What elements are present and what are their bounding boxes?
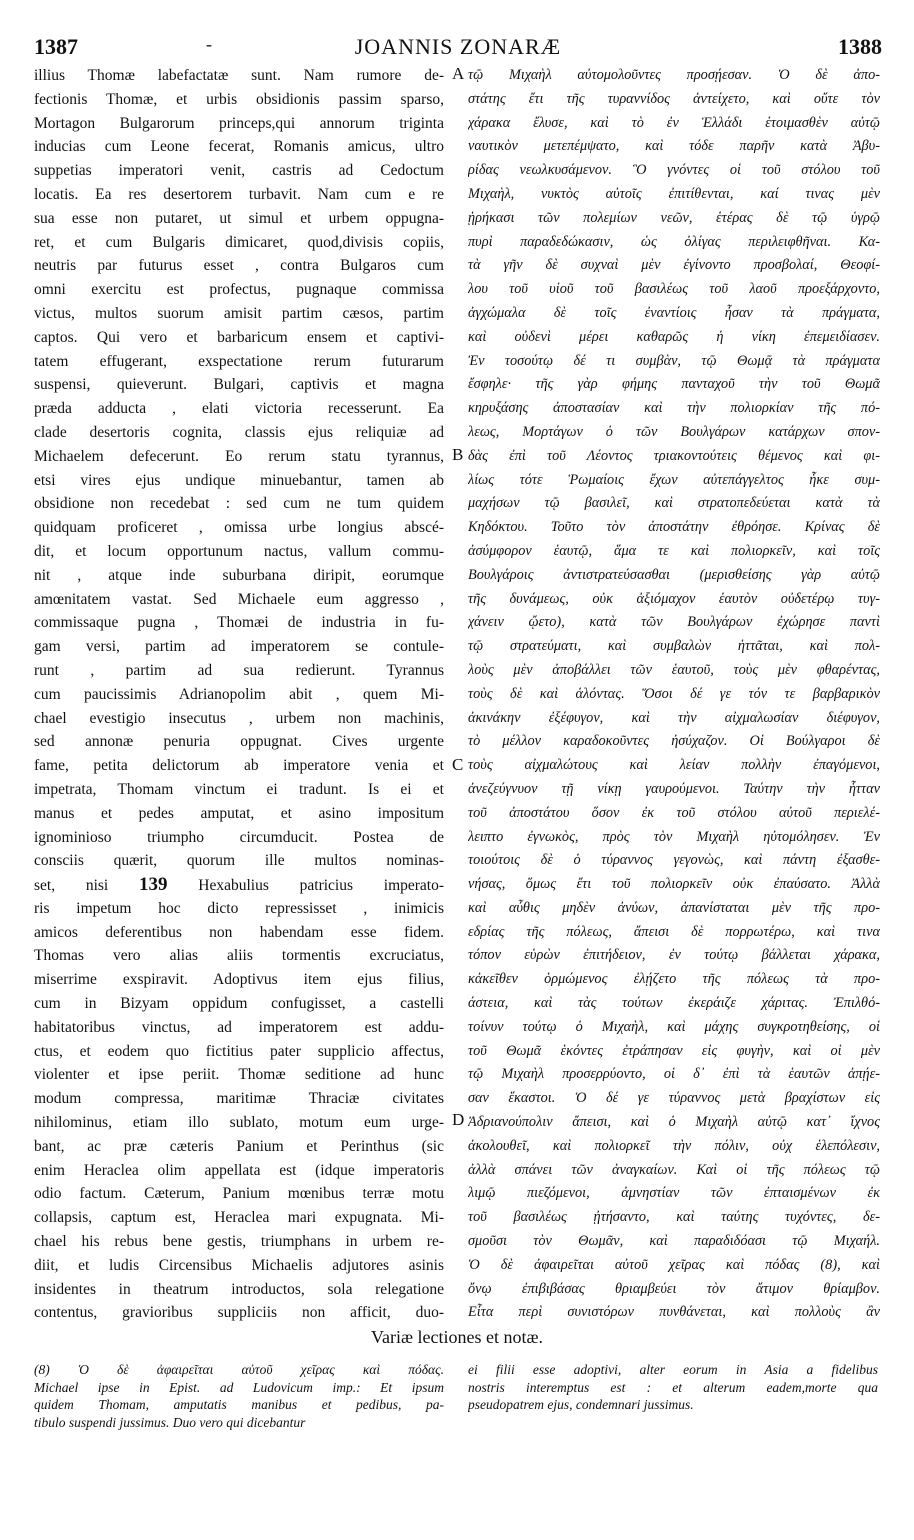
text-line: ret, et cum Bulgaris dimicaret, quod,divisis copiis,	[34, 233, 444, 251]
text-line: amicos deferentibus non habendam esse fidem.	[34, 923, 444, 941]
column-number: 139	[139, 874, 168, 896]
text-line: καὶ αὖθις μηδὲν ἀνύων, ἀπανίσταται μὲν τῆς προ-	[468, 899, 880, 916]
text-line: Michaelem defecerunt. Eo rerum statu tyrannus,	[34, 447, 444, 465]
text-line: τοὺς αἰχμαλώτους καὶ λείαν πολλὴν ἐπαγόμενοι,	[468, 757, 880, 774]
text-line: λοὺς μὲν ἀποβάλλει τῶν ἑαυτοῦ, τοὺς μὲν φθαρέντας,	[468, 661, 880, 678]
text-line: Ὁ δὲ ἀφαιρεῖται αὐτοῦ χεῖρας καὶ πόδας (8), καὶ	[468, 1256, 880, 1273]
text-line: clade desertoris cognita, classis ejus reliquiæ ad	[34, 423, 444, 441]
text-line: δὰς ἐπὶ τοῦ Λέοντος τριακοντούτεις θέμενος καὶ φι-	[468, 447, 880, 464]
text-line: Ἐν τοσούτῳ δέ τι συμβὰν, τῷ Θωμᾷ τὰ πράγματα	[468, 352, 880, 369]
text-line: etsi vires ejus undique minuebantur, tamen ab	[34, 471, 444, 489]
text-line: χάρακα ἔλυσε, καὶ τὸ ἐν Ἑλλάδι ἑτοιμασθὲν αὐτῷ	[468, 114, 880, 131]
text-line: στάτης ἔτι τῆς τυραννίδος ἀντείχετο, καὶ οὔτε τὸν	[468, 90, 880, 107]
text-line: miserrime exspiravit. Adoptivus item ejus filius,	[34, 971, 444, 989]
page-number-left: 1387	[34, 34, 78, 59]
text-line: τὸ μέλλον καραδοκοῦντες ἡσύχαζον. Οἱ Βούλγαροι δὲ	[468, 733, 880, 750]
text-line: victus, multos suorum amisit partim cæsos, partim	[34, 304, 444, 322]
text-line: suppetias imperatori venit, castris ad Cedoctum	[34, 162, 444, 180]
text-line: καὶ οὐδενὶ μέρει καθαρῶς ἡ νίκη ἐπεμειδίασεν.	[468, 328, 880, 345]
text-line: nihilominus, etiam illo sublato, motum eum urge-	[34, 1114, 444, 1132]
text-line: πυρὶ παραδεδώκασιν, ὡς ὀλίγας περιλειφθῆναι. Κα-	[468, 233, 880, 250]
text-line: nit , atque inde suburbana diripit, eorumque	[34, 566, 444, 584]
text-line: εδρίας τῆς πόλεως, ἄπεισι δὲ πορρωτέρω, καὶ τινα	[468, 923, 880, 940]
text-line: Michael ipse in Epist. ad Ludovicum imp.: Et ipsum	[34, 1379, 444, 1395]
text-line: τῷ Μιχαὴλ αὐτομολοῦντες προσῄεσαν. Ὁ δὲ ἀπο-	[468, 67, 880, 83]
text-line: τοῦ βασιλέως ᾐτήσαντο, καὶ ταύτης τυχόντες, δε-	[468, 1209, 880, 1226]
text-line: ἀκινάκην ἐξέφυγον, καὶ τὴν αἰχμαλωσίαν διέφυγον,	[468, 709, 880, 726]
text-line: Βουλγάροις ἀντιστρατεύσασθαι (μερισθείσης γὰρ αὐτῷ	[468, 566, 880, 583]
text-line: νήσας, ὅμως ἔτι τοῦ πολιορκεῖν οὐκ ἐπαύσατο. Ἀλλὰ	[468, 876, 880, 893]
text-line: diit, et ludis Circensibus Michaelis adjutores asinis	[34, 1256, 444, 1274]
text-line: Μιχαὴλ, νυκτὸς αὐτοῖς ἐπιτίθενται, καί τινας μὲν	[468, 185, 880, 202]
text-line: ἀνεζεύγνυον τῇ νίκῃ γαυρούμενοι. Ταύτην τὴν ἧτταν	[468, 780, 880, 797]
text-line: tibulo suspendi jussimus. Duo vero qui dicebantur	[34, 1414, 306, 1430]
text-line: ἀκολουθεῖ, καὶ πολιορκεῖ τὴν πόλιν, οὐχ ἑλεπόλεσιν,	[468, 1137, 880, 1154]
text-line: τῷ στρατεύματι, καὶ συμβαλὼν ἡττᾶται, καὶ πολ-	[468, 638, 880, 655]
text-line: τῷ Μιχαὴλ προσερρύοντο, οἱ δ᾽ ἐπὶ τὰ ἑαυτῶν ἀπῄε-	[468, 1066, 880, 1083]
text-line: ei filii esse adoptivi, alter eorum in Asia a fidelibus	[468, 1362, 878, 1377]
text-line: ἀλλὰ σπάνει τῶν ἀναγκαίων. Καὶ οἱ τῆς πόλεως τῷ	[468, 1161, 880, 1178]
greek-column	[468, 64, 880, 1325]
text-line: præda adducta , elati victoria recesserunt. Ea	[34, 400, 444, 418]
header-dash: -	[206, 34, 212, 54]
text-line: λου τοῦ υἱοῦ τοῦ βασιλέως τοῦ λαοῦ προεξάρχοντο,	[468, 281, 880, 298]
text-line: insidentes in theatrum introductos, sola relegatione	[34, 1280, 444, 1298]
text-line: ris impetum hoc dicto repressisset , inimicis	[34, 899, 444, 917]
text-line: Ἀδριανούπολιν ἄπεισι, καὶ ὁ Μιχαὴλ αὐτῷ κατ᾽ ἴχνος	[468, 1114, 880, 1131]
text-line: cum in Bizyam oppidum confugisset, a castelli	[34, 995, 444, 1013]
text-line: ἀγχώμαλα δὲ τοῖς ἐναντίοις ἦσαν τὰ πράγματα,	[468, 304, 880, 321]
text-line: sed annonæ penuria oppugnat. Cives urgente	[34, 733, 444, 751]
text-line: σμοῦσι τὸν Θωμᾶν, καὶ παραδιδόασι τῷ Μιχαήλ.	[468, 1233, 880, 1250]
text-line: Thomas vero alias aliis tormentis excruciatus,	[34, 947, 444, 965]
notes-left-column	[34, 1361, 444, 1431]
text-line: σαν ἕκαστοι. Ὁ δέ γε τύραννος μετὰ βραχίστων εἰς	[468, 1090, 880, 1107]
latin-column	[34, 64, 444, 1325]
notes-heading: Variæ lectiones et notæ.	[371, 1327, 543, 1347]
text-line: quidquam proficeret , omissa urbe longius abscé-	[34, 519, 444, 537]
text-line: λειπτο ἐγνωκὸς, πρὸς τὸν Μιχαὴλ ηὐτομόλησεν. Ἐν	[468, 828, 880, 845]
running-header	[34, 34, 882, 58]
text-line: pseudopatrem ejus, condemnari jussimus.	[468, 1397, 694, 1412]
text-line: τοὺς δὲ καὶ ἁλόντας. Ὅσοι δέ γε τόν τε βαρβαρικὸν	[468, 685, 880, 702]
text-line: ἔσφηλε· τῆς γὰρ φήμης πανταχοῦ τὴν τοῦ Θωμᾶ	[468, 376, 880, 393]
text-line: chael evestigio insecutus , urbem non machinis,	[34, 709, 444, 727]
text-line: contentus, gravioribus suppliciis non afficit, duo-	[34, 1304, 444, 1322]
text-line: consciis quærit, quorum ille multos nominas-	[34, 852, 444, 870]
text-fragment: set, nisi	[34, 877, 109, 895]
text-line: enim Heraclea olim appellata est (idque imperatoris	[34, 1161, 444, 1179]
text-line: τοῦ ἀποστάτου ὅσον ἐκ τοῦ στόλου αὐτοῦ περιελέ-	[468, 804, 880, 821]
running-title: JOANNIS ZONARÆ	[354, 34, 562, 59]
text-line: κἀκεῖθεν ὁρμώμενος ἐλῄζετο τῆς πόλεως τὰ προ-	[468, 971, 880, 988]
text-line: cum paucissimis Adrianopolim abit , quem Mi-	[34, 685, 444, 703]
text-line: χάνειν ᾤετο), κατὰ τῶν Βουλγάρων ἐχώρησε παντὶ	[468, 614, 880, 631]
text-line: λιμῷ πιεζόμενοι, ἀμνηστίαν τῶν ἐπταισμένων ἐκ	[468, 1185, 880, 1202]
text-line: τῆς δυνάμεως, οὐκ ἀξιόμαχον ἑαυτὸν οὐδετέρῳ τυγ-	[468, 590, 880, 607]
text-line: commissaque pugna , Thomæi de industria in fu-	[34, 614, 444, 632]
text-line: ρίδας νεωλκυσάμενον. Ὃ γνόντες οἱ τοῦ στόλου τοῦ	[468, 162, 880, 179]
text-line: άστεια, καὶ τὰς τούτων ἐκεράιζε χάριτας. Ἐπιλθό-	[468, 995, 880, 1012]
text-line: sua esse non putaret, ut simul et urbem oppugna-	[34, 209, 444, 227]
text-line: fame, petita delictorum ab imperatore venia et	[34, 757, 444, 775]
text-line: ctus, et eodem quo fictitius pater supplicio affectus,	[34, 1042, 444, 1060]
text-line: suspensi, quieverunt. Bulgari, captivis et magna	[34, 376, 444, 394]
text-line: Κηδόκτου. Τοῦτο τὸν ἀποστάτην ἐθρόησε. Κρίνας δὲ	[468, 519, 880, 536]
text-line: chael his rebus bene gestis, triumphans in urbem re-	[34, 1233, 444, 1251]
margin-letter-d: D	[452, 1110, 465, 1129]
text-line: captos. Qui vero et barbaricum ensem et captivi-	[34, 328, 444, 346]
text-line: tatem effugerant, exspectatione rerum futurarum	[34, 352, 444, 370]
text-line: collapsis, captum est, Heraclea mari expugnata. Mi-	[34, 1209, 444, 1227]
text-line: ἀσύμφορον ἑαυτῷ, ἅμα τε καὶ πολιορκεῖν, καὶ τοῖς	[468, 542, 880, 559]
text-line: τόπον εὑρὼν ἐπιτήδειον, ἐν τούτῳ βάλλεται χάρακα,	[468, 947, 880, 964]
text-line: μαχήσων τῷ βασιλεῖ, καὶ στρατοπεδεύεται κατὰ τὰ	[468, 495, 880, 512]
text-line: amœnitatem vastat. Sed Michaele eum aggresso ,	[34, 590, 444, 608]
text-fragment: Hexabulius patricius imperato-	[198, 877, 444, 895]
text-line: impetrata, Thomam vinctum ei tradunt. Is ei et	[34, 780, 444, 798]
text-line: ὄνῳ ἐπιβιβάσας θριαμβεύει τὸν ἄτιμον θρίαμβον.	[468, 1280, 880, 1297]
text-line: odio factum. Cæterum, Panium mœnibus terræ motu	[34, 1185, 444, 1203]
text-line: ναυτικὸν μετεπέμψατο, καὶ τόδε παρῆν κατὰ Ἀβυ-	[468, 138, 880, 155]
text-line: locatis. Ea res desertorem turbavit. Nam cum e re	[34, 185, 444, 203]
text-line: dit, et locum opportunum nactus, vallum commu-	[34, 542, 444, 560]
text-line	[34, 873, 444, 897]
text-line: κηρυξάσης ἀποστασίαν καὶ τὴν πολιορκίαν τῆς πό-	[468, 400, 880, 417]
margin-letter-c: C	[452, 755, 464, 774]
text-line: habitatoribus vinctus, ad imperatorem est addu-	[34, 1018, 444, 1036]
text-line: τοῦ Θωμᾶ ἑκόντες ἐτράπησαν εἰς φυγὴν, καὶ οἱ μὲν	[468, 1042, 880, 1059]
text-line: modum compressa, maritimæ Thraciæ civitates	[34, 1090, 444, 1108]
text-line: quidem Thomam, amputatis manibus et pedibus, pa-	[34, 1397, 444, 1412]
margin-letter-b: B	[452, 445, 464, 464]
text-line: τὰ γῆν δὲ συχναὶ μὲν ἐγίνοντο προσβολαί, Θεοφί-	[468, 257, 880, 274]
text-line: illius Thomæ labefactatæ sunt. Nam rumore de-	[34, 67, 444, 84]
text-line: Εἶτα περὶ συνιστόρων πυνθάνεται, καὶ πολλοὺς ἂν	[468, 1304, 880, 1321]
text-line: bant, ac præ cæteris Panium et Perinthus (sic	[34, 1137, 444, 1155]
text-line: τοιούτοις δὲ ὁ τύραννος γεγονὼς, καὶ πάντη ἐξασθε-	[468, 852, 880, 869]
text-line: runt , partim ad sua redierunt. Tyrannus	[34, 661, 444, 679]
margin-letter-a: A	[452, 64, 465, 83]
text-line: inducias cum Leone fecerat, Romanis amicus, ultro	[34, 138, 444, 156]
text-line: fectionis Thomæ, et urbis obsidionis passim sparso,	[34, 90, 444, 108]
text-line: λίως τότε Ῥωμαίοις ἔχων αὐτεπάγγελτος ἧκε συμ-	[468, 471, 880, 488]
text-line: nostris interemptus est : et alterum eadem,morte qua	[468, 1379, 878, 1395]
notes-right-column	[468, 1361, 878, 1414]
text-line: obsidione non recedebat : sed cum ne tum quidem	[34, 495, 444, 513]
page-number-right: 1388	[838, 34, 882, 59]
text-line: omni exercitu est profectus, pugnaque commissa	[34, 281, 444, 299]
text-line: violenter et ipse periit. Thomæ seditione ad hunc	[34, 1066, 444, 1084]
text-line: λεως, Μορτάγων ὁ τῶν Βουλγάρων κατάρχων σπον-	[468, 423, 880, 440]
text-line: Mortagon Bulgarorum princeps,qui annorum triginta	[34, 114, 444, 132]
text-line: ᾑρήκασι τῶν πολεμίων νεῶν, ἑτέρας δὲ τῷ ὑγρῷ	[468, 209, 880, 226]
text-line: τοίνυν τούτῳ ὁ Μιχαὴλ, καὶ μάχης συγκροτηθείσης, οἱ	[468, 1018, 880, 1035]
text-line: manus et pedes amputat, et asino impositum	[34, 804, 444, 822]
text-line: (8) Ὁ δὲ ἀφαιρεῖται αὐτοῦ χεῖρας καὶ πόδας.	[34, 1362, 444, 1377]
text-line: gam versi, partim ad imperatorem se contule-	[34, 638, 444, 656]
text-line: ignominioso triumpho circumducit. Postea de	[34, 828, 444, 846]
text-line: neutris par futurus esset , contra Bulgaros cum	[34, 257, 444, 275]
